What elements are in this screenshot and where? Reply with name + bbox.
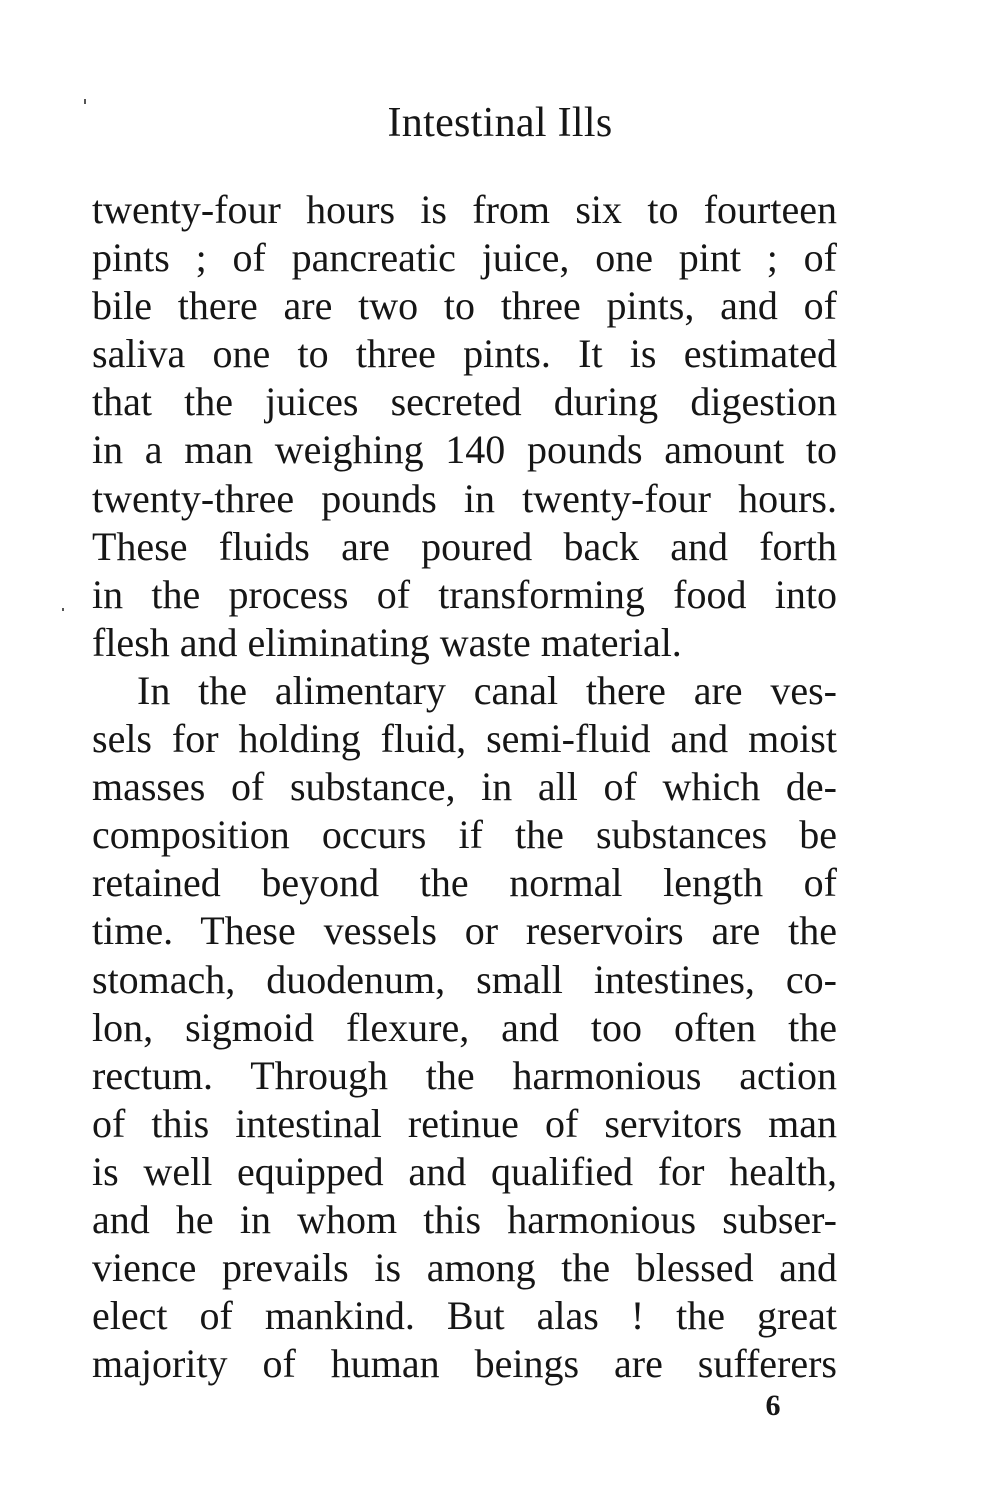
- text-line: in a man weighing 140 pounds amount to: [92, 427, 837, 473]
- text-line: saliva one to three pints. It is estimated: [92, 331, 837, 377]
- text-line: composition occurs if the substances be: [92, 812, 837, 858]
- page-number: 6: [765, 1389, 781, 1422]
- text-line: twenty-three pounds in twenty-four hours.: [92, 475, 837, 521]
- text-line: of this intestinal retinue of servitors man: [92, 1100, 837, 1146]
- text-line: in the process of transforming food into: [92, 571, 837, 617]
- text-line: elect of mankind. But alas ! the great: [92, 1293, 837, 1339]
- text-line: stomach, duodenum, small intestines, co-: [92, 956, 837, 1002]
- text-line: majority of human beings are sufferers: [92, 1341, 837, 1387]
- text-line: rectum. Through the harmonious action: [92, 1052, 837, 1098]
- text-line: flesh and eliminating waste material.: [92, 619, 682, 665]
- text-line: masses of substance, in all of which de-: [92, 764, 837, 810]
- text-line: vience prevails is among the blessed and: [92, 1245, 837, 1291]
- running-head: Intestinal Ills: [387, 100, 613, 146]
- body-text: [92, 186, 837, 1388]
- print-speck: [62, 608, 64, 611]
- text-line: In the alimentary canal there are ves-: [137, 667, 837, 713]
- text-line: is well equipped and qualified for health,: [92, 1148, 837, 1194]
- text-line: lon, sigmoid flexure, and too often the: [92, 1004, 837, 1050]
- text-line: pints ; of pancreatic juice, one pint ; of: [92, 235, 837, 281]
- text-line: sels for holding fluid, semi-fluid and moist: [92, 716, 837, 762]
- text-line: twenty-four hours is from six to fourteen: [92, 187, 837, 232]
- text-line: These fluids are poured back and forth: [92, 523, 837, 569]
- text-line: retained beyond the normal length of: [92, 860, 837, 906]
- text-line: that the juices secreted during digestion: [92, 379, 837, 425]
- text-line: and he in whom this harmonious subser-: [92, 1196, 837, 1242]
- text-line: time. These vessels or reservoirs are the: [92, 908, 837, 954]
- text-line: bile there are two to three pints, and of: [92, 283, 837, 329]
